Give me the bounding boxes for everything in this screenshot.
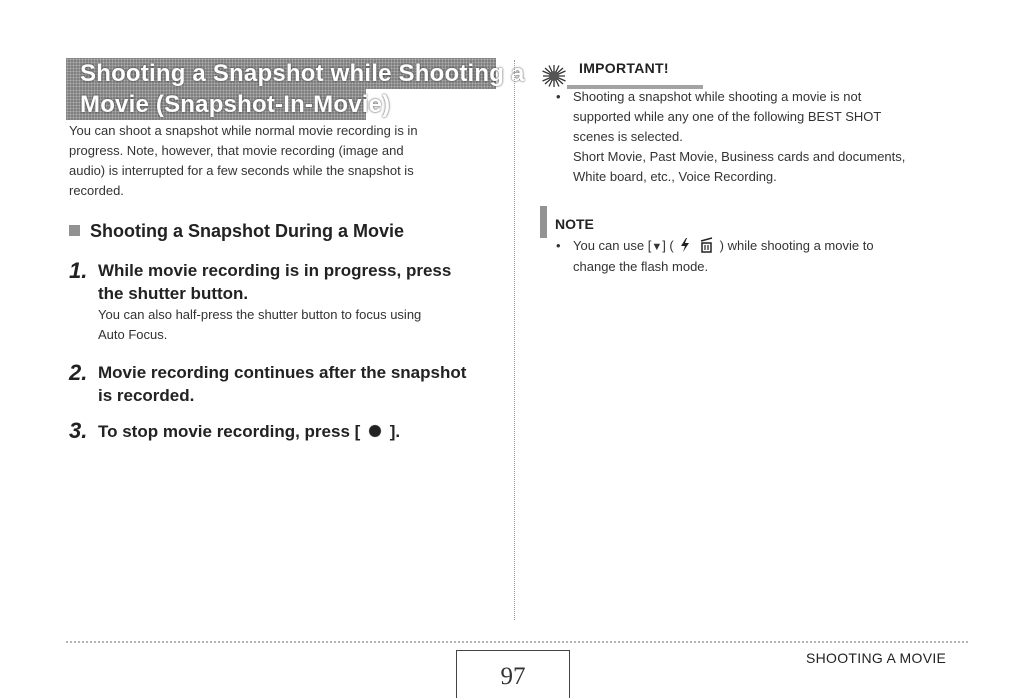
section-heading [69,221,404,242]
note-body [556,236,966,277]
flash-icon [680,238,690,252]
note-line-2: change the flash mode. [573,259,709,274]
important-line: White board, etc., Voice Recording. [573,169,777,184]
step-1-subtext [98,305,498,345]
footer-divider [66,641,968,643]
footer-section-label: SHOOTING A MOVIE [806,650,947,666]
page-title [66,58,525,120]
trash-icon [698,237,714,253]
intro-line: You can shoot a snapshot while normal movie recording is in [69,123,418,138]
starburst-icon [541,64,567,88]
step-2-line-1: Movie recording continues after the snapshot [98,363,467,382]
step-1-number: 1. [69,258,88,283]
note-title: NOTE [555,216,594,232]
intro-paragraph [69,121,489,201]
step-2-text [98,361,508,407]
step-2-line-2: is recorded. [98,386,195,405]
page-number: 97 [500,663,526,690]
title-line-1: Shooting a Snapshot while Shooting a [66,58,496,89]
step-1-text [98,259,498,305]
step-1-line-1: While movie recording is in progress, press [98,261,452,280]
column-divider [514,60,515,620]
step-1-sub-line-2: Auto Focus. [98,327,168,342]
important-line: scenes is selected. [573,129,683,144]
important-title: IMPORTANT! [579,60,669,76]
title-line-2: Movie (Snapshot-In-Movie) [66,89,366,120]
section-square-icon [69,225,80,236]
important-line: supported while any one of the following BEST SHOT [573,109,882,124]
step-1-sub-line-1: You can also half-press the shutter button to focus using [98,307,422,322]
step-2-number: 2. [69,360,88,385]
section-heading-text: Shooting a Snapshot During a Movie [90,221,405,241]
step-3-text [98,420,400,443]
important-line: • Shooting a snapshot while shooting a movie is not [556,87,966,107]
record-button-icon [368,424,382,438]
step-1-line-2: the shutter button. [98,284,249,303]
intro-line: progress. Note, however, that movie recording (image and [69,143,404,158]
intro-line: audio) is interrupted for a few seconds while the snapshot is [69,163,414,178]
note-bar [540,206,547,238]
down-arrow-icon: ▼ [651,241,663,253]
page-number-box [456,650,570,698]
bullet-icon: • [556,89,561,104]
note-line-1: • You can use [▼] ( ) while shooting a movie to [556,236,966,257]
step-3-number: 3. [69,418,88,443]
bullet-icon: • [556,238,561,253]
important-body [556,87,966,187]
step-3-text-before: To stop movie recording, press [ [98,422,361,441]
intro-line: recorded. [69,183,124,198]
step-3-text-after: ]. [389,422,401,441]
important-line: Short Movie, Past Movie, Business cards and documents, [573,149,906,164]
